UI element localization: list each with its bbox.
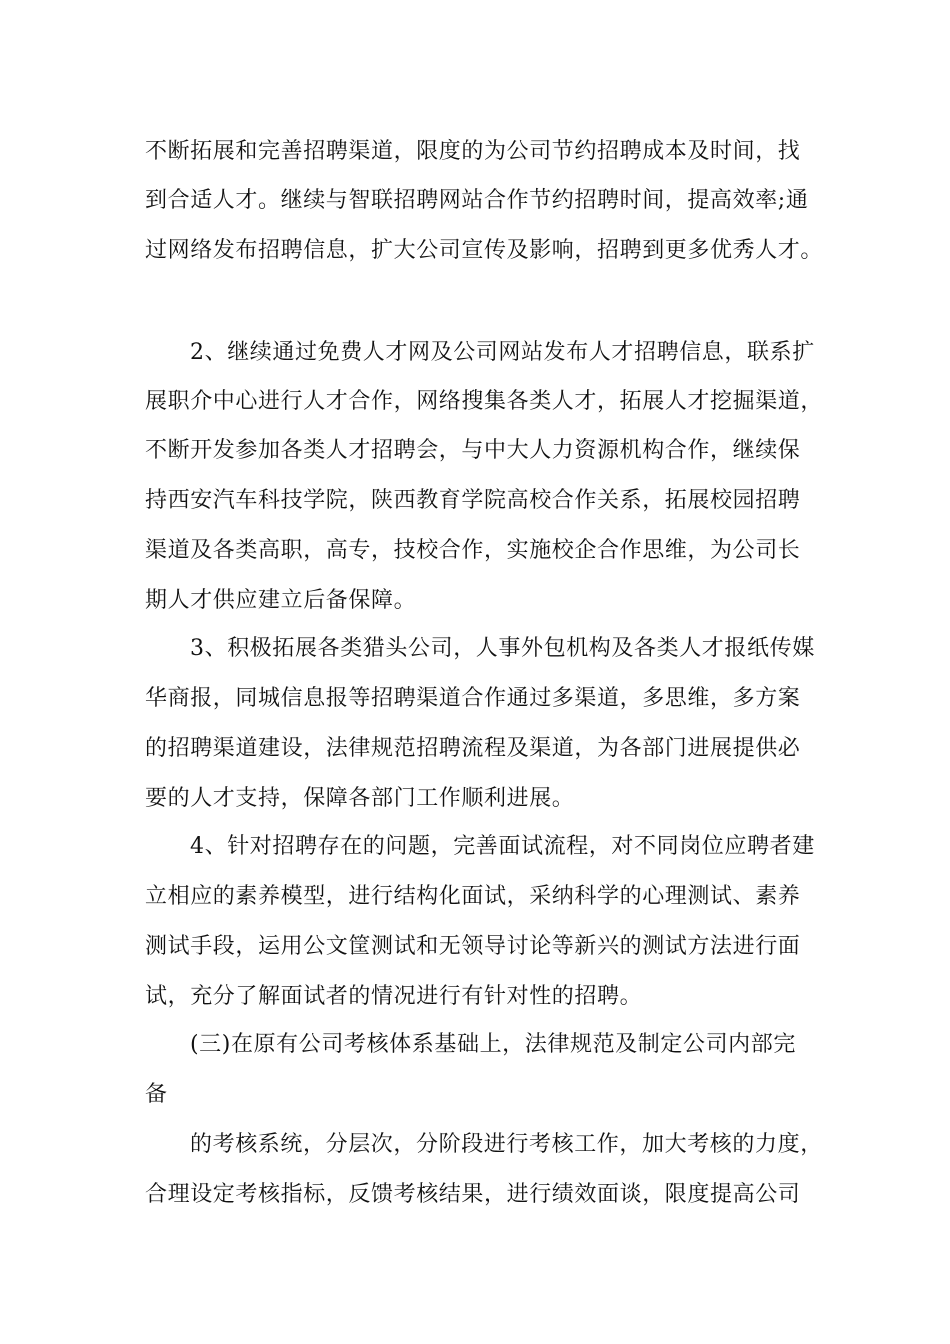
text-line: 持西安汽车科技学院，陕西教育学院高校合作关系，拓展校园招聘 (145, 488, 801, 513)
text-line: 3、积极拓展各类猎头公司，人事外包机构及各类人才报纸传媒 (190, 636, 815, 661)
text-line: 4、针对招聘存在的问题，完善面试流程，对不同岗位应聘者建 (190, 834, 815, 859)
text-line: 不断拓展和完善招聘渠道，限度的为公司节约招聘成本及时间，找 (145, 139, 801, 164)
text-line: 的招聘渠道建设，法律规范招聘流程及渠道，为各部门进展提供必 (145, 736, 801, 761)
text-line: 试，充分了解面试者的情况进行有针对性的招聘。 (145, 984, 643, 1009)
text-line: 华商报，同城信息报等招聘渠道合作通过多渠道，多思维，多方案 (145, 686, 801, 711)
text-line: 期人才供应建立后备保障。 (145, 588, 417, 613)
text-line: 2、继续通过免费人才网及公司网站发布人才招聘信息，联系扩 (190, 340, 815, 365)
text-line: 的考核系统，分层次，分阶段进行考核工作，加大考核的力度， (190, 1132, 823, 1157)
text-line: 渠道及各类高职，高专，技校合作，实施校企合作思维，为公司长 (145, 538, 801, 563)
text-line: 要的人才支持，保障各部门工作顺利进展。 (145, 786, 575, 811)
text-line: (三)在原有公司考核体系基础上，法律规范及制定公司内部完 (190, 1032, 796, 1057)
text-line: 不断开发参加各类人才招聘会，与中大人力资源机构合作，继续保 (145, 438, 801, 463)
text-line: 备 (145, 1082, 168, 1107)
text-line: 展职介中心进行人才合作，网络搜集各类人才，拓展人才挖掘渠道， (145, 389, 824, 414)
text-line: 到合适人才。继续与智联招聘网站合作节约招聘时间，提高效率;通 (145, 188, 809, 213)
text-line: 合理设定考核指标，反馈考核结果，进行绩效面谈，限度提高公司 (145, 1182, 801, 1207)
text-line: 立相应的素养模型，进行结构化面试，采纳科学的心理测试、素养 (145, 884, 801, 909)
text-line: 测试手段，运用公文筐测试和无领导讨论等新兴的测试方法进行面 (145, 934, 801, 959)
text-line: 过网络发布招聘信息，扩大公司宣传及影响，招聘到更多优秀人才。 (145, 238, 824, 263)
